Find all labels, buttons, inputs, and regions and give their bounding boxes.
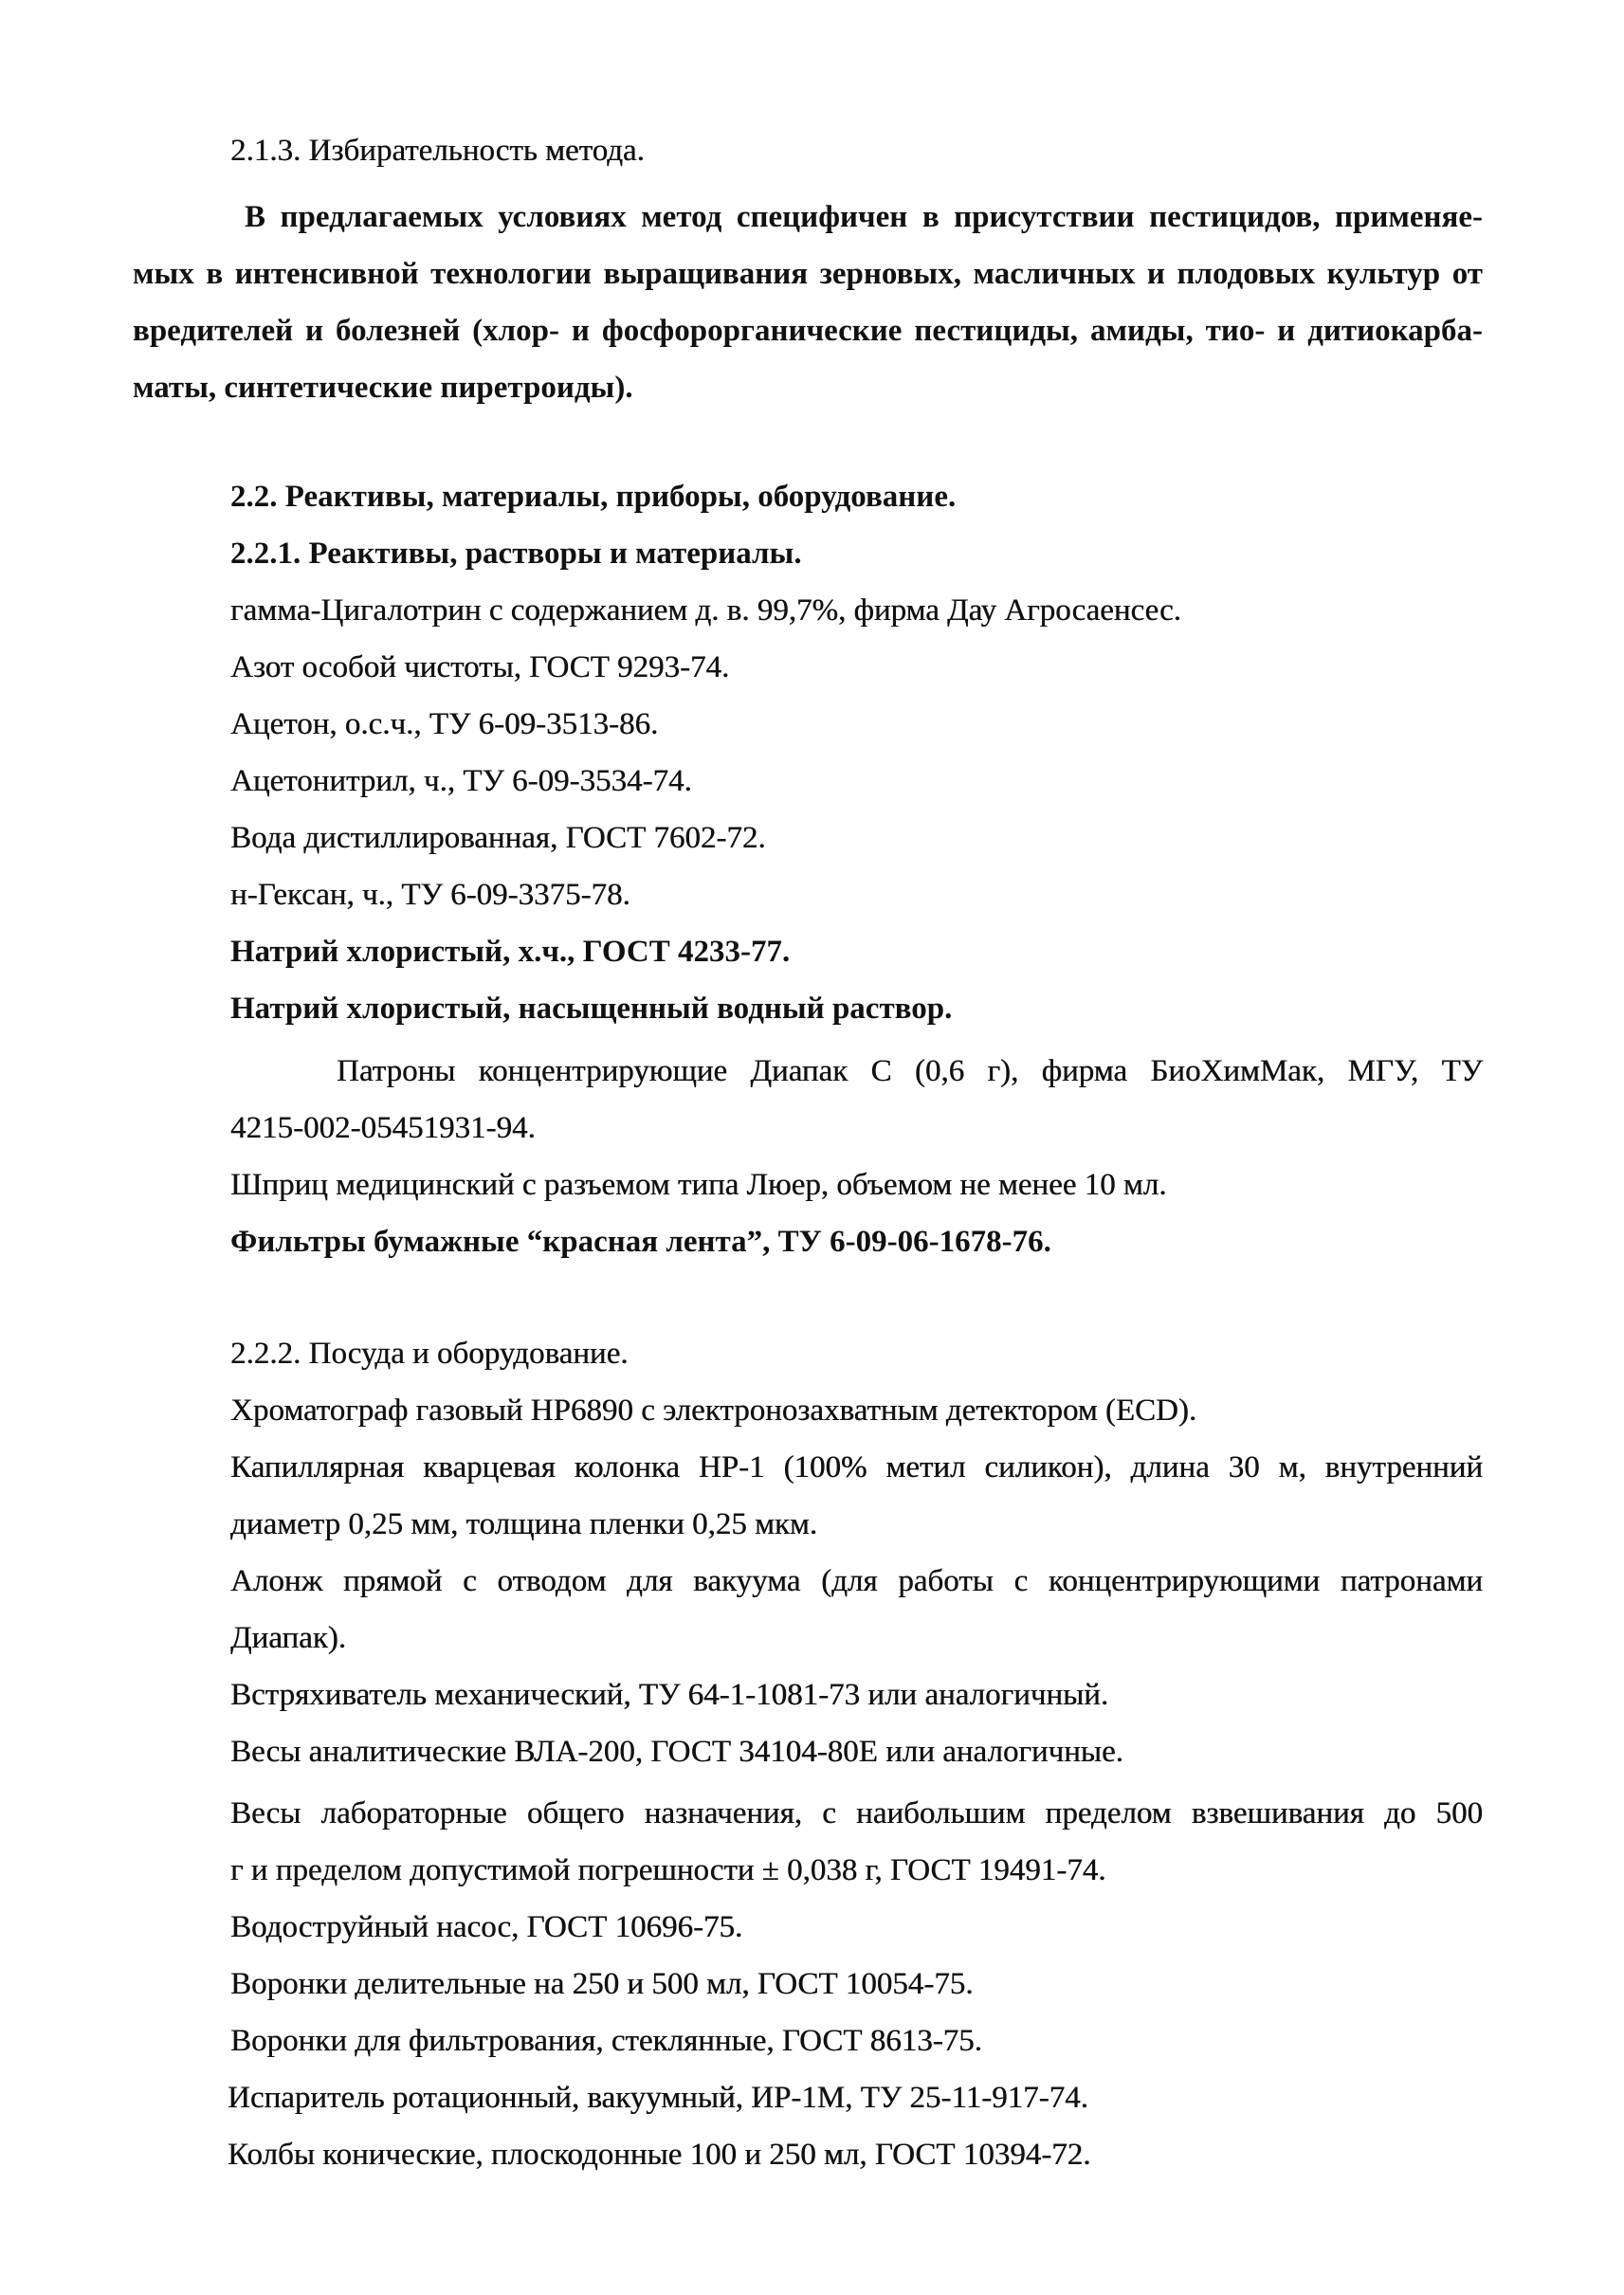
section-heading-2-2-2: 2.2.2. Посуда и оборудование. [230, 1337, 629, 1371]
equipment-item: Испаритель ротационный, вакуумный, ИР-1М, ТУ 25-11-917-74. [228, 2081, 1088, 2115]
equipment-item: Алонж прямой с отводом для вакуума (для работы с концентрирующими патронами [230, 1564, 1483, 1598]
reagent-item-cartridges-cont: 4215-002-05451931-94. [230, 1111, 536, 1145]
equipment-item: Хроматограф газовый HP6890 с электронозахватным детектором (ECD). [230, 1393, 1197, 1428]
equipment-item: Весы лабораторные общего назначения, с наибольшим пределом взвешивания до 500 [230, 1796, 1483, 1831]
equipment-item: Колбы конические, плоскодонные 100 и 250 мл, ГОСТ 10394-72. [228, 2138, 1091, 2172]
equipment-item: Встряхиватель механический, ТУ 64-1-1081-73 или аналогичный. [230, 1678, 1109, 1712]
reagent-item-syringe: Шприц медицинский с разъемом типа Люер, объемом не менее 10 мл. [230, 1168, 1167, 1202]
reagent-item: Натрий хлористый, х.ч., ГОСТ 4233-77. [230, 935, 791, 969]
equipment-item: Воронки для фильтрования, стеклянные, ГОСТ 8613-75. [230, 2024, 982, 2058]
equipment-item-cont: диаметр 0,25 мм, толщина пленки 0,25 мкм. [230, 1507, 818, 1541]
equipment-item-cont: Диапак). [230, 1621, 346, 1655]
equipment-item: Воронки делительные на 250 и 500 мл, ГОСТ 10054-75. [230, 1967, 974, 2001]
paragraph-line: маты, синтетические пиретроиды). [133, 371, 633, 405]
paragraph-line: мых в интенсивной технологии выращивания зерновых, масличных и плодовых культур от [133, 257, 1483, 291]
reagent-item: Натрий хлористый, насыщенный водный раствор. [230, 992, 953, 1026]
paragraph-line: В предлагаемых условиях метод специфичен в присутствии пестицидов, применяе- [245, 200, 1483, 234]
reagent-item-cartridges: Патроны концентрирующие Диапак С (0,6 г), фирма БиоХимМак, МГУ, ТУ [337, 1054, 1483, 1088]
section-heading-2-1-3: 2.1.3. Избирательность метода. [230, 134, 645, 168]
equipment-item: Весы аналитические ВЛА-200, ГОСТ 34104-80Е или аналогичные. [230, 1735, 1123, 1769]
reagent-item: гамма-Цигалотрин с содержанием д. в. 99,7%, фирма Дау Агросаенсес. [230, 593, 1181, 628]
section-subheading-2-2-1: 2.2.1. Реактивы, растворы и материалы. [230, 537, 802, 571]
equipment-item-cont: г и пределом допустимой погрешности ± 0,038 г, ГОСТ 19491-74. [230, 1853, 1106, 1887]
reagent-item: Азот особой чистоты, ГОСТ 9293-74. [230, 650, 730, 684]
equipment-item: Капиллярная кварцевая колонка HP-1 (100% метил силикон), длина 30 м, внутренний [230, 1450, 1483, 1484]
reagent-item: Ацетонитрил, ч., ТУ 6-09-3534-74. [230, 764, 692, 798]
reagent-item-filters: Фильтры бумажные “красная лента”, ТУ 6-09-06-1678-76. [230, 1225, 1051, 1259]
section-heading-2-2: 2.2. Реактивы, материалы, приборы, оборудование. [230, 480, 957, 514]
paragraph-line: вредителей и болезней (хлор- и фосфорорганические пестициды, амиды, тио- и дитиокарба- [133, 314, 1483, 348]
reagent-item: н-Гексан, ч., ТУ 6-09-3375-78. [230, 878, 630, 912]
equipment-item: Водоструйный насос, ГОСТ 10696-75. [230, 1910, 743, 1944]
reagent-item: Вода дистиллированная, ГОСТ 7602-72. [230, 821, 766, 855]
reagent-item: Ацетон, о.с.ч., ТУ 6-09-3513-86. [230, 707, 659, 741]
